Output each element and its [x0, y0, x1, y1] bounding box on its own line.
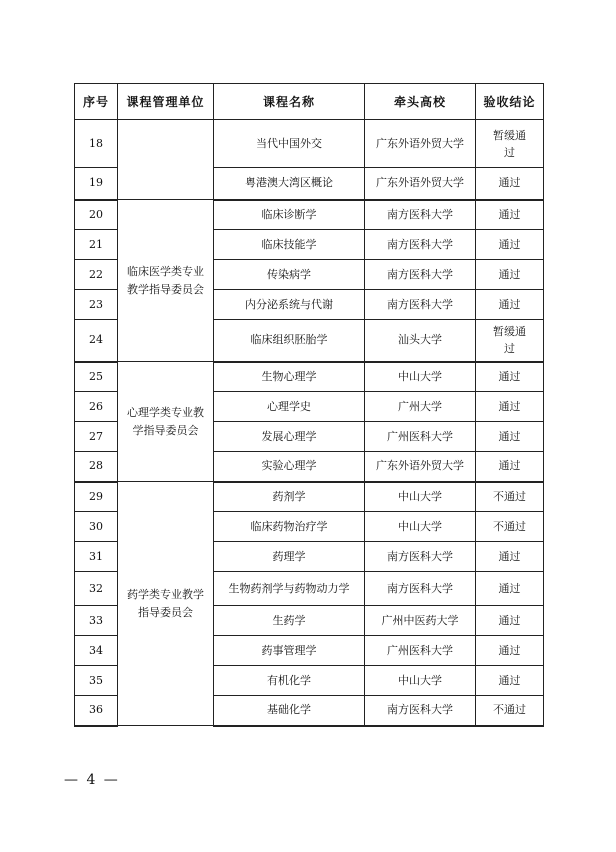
- course-cell: 生药学: [214, 606, 365, 636]
- seq-cell: 23: [75, 290, 118, 320]
- unit-cell: [118, 200, 214, 362]
- result-cell: 通过: [476, 200, 544, 230]
- school-cell: 南方医科大学: [365, 572, 476, 606]
- course-acceptance-table: [74, 83, 544, 727]
- school-cell: 中山大学: [365, 362, 476, 392]
- result-cell: 暂缓通过: [476, 120, 544, 168]
- course-cell: 生物药剂学与药物动力学: [214, 572, 365, 606]
- unit-cell: [118, 362, 214, 482]
- result-cell: 不通过: [476, 512, 544, 542]
- course-cell: 临床药物治疗学: [214, 512, 365, 542]
- table-row: [75, 200, 544, 230]
- school-cell: 南方医科大学: [365, 230, 476, 260]
- seq-cell: 25: [75, 362, 118, 392]
- page-number: — 4 —: [64, 772, 120, 788]
- seq-cell: 33: [75, 606, 118, 636]
- seq-cell: 30: [75, 512, 118, 542]
- seq-cell: 27: [75, 422, 118, 452]
- course-cell: 粤港澳大湾区概论: [214, 168, 365, 200]
- table-header-row: [75, 84, 544, 120]
- course-cell: 临床技能学: [214, 230, 365, 260]
- result-cell: 通过: [476, 392, 544, 422]
- result-cell: 不通过: [476, 696, 544, 726]
- result-cell: 通过: [476, 230, 544, 260]
- seq-cell: 26: [75, 392, 118, 422]
- seq-cell: 18: [75, 120, 118, 168]
- school-cell: 南方医科大学: [365, 290, 476, 320]
- result-cell: 不通过: [476, 482, 544, 512]
- school-cell: 广州大学: [365, 392, 476, 422]
- table-row: [75, 120, 544, 168]
- seq-cell: 20: [75, 200, 118, 230]
- result-cell: 通过: [476, 168, 544, 200]
- result-cell: 通过: [476, 606, 544, 636]
- unit-cell: [118, 482, 214, 726]
- school-cell: 中山大学: [365, 512, 476, 542]
- seq-cell: 34: [75, 636, 118, 666]
- school-cell: 中山大学: [365, 482, 476, 512]
- course-cell: 药剂学: [214, 482, 365, 512]
- school-cell: 广州中医药大学: [365, 606, 476, 636]
- school-cell: 广东外语外贸大学: [365, 452, 476, 482]
- seq-cell: 35: [75, 666, 118, 696]
- result-cell: 通过: [476, 260, 544, 290]
- unit-label: 心理学类专业教学指导委员会: [127, 405, 204, 437]
- result-cell: 通过: [476, 290, 544, 320]
- header-school: 牵头高校: [365, 84, 476, 120]
- course-cell: 内分泌系统与代谢: [214, 290, 365, 320]
- course-cell: 心理学史: [214, 392, 365, 422]
- unit-cell: [118, 120, 214, 200]
- course-cell: 发展心理学: [214, 422, 365, 452]
- result-cell: 通过: [476, 422, 544, 452]
- school-cell: 广东外语外贸大学: [365, 120, 476, 168]
- result-cell: 暂缓通过: [476, 320, 544, 362]
- seq-cell: 21: [75, 230, 118, 260]
- result-cell: 通过: [476, 666, 544, 696]
- unit-label: 药学类专业教学指导委员会: [127, 587, 204, 619]
- table-row: [75, 482, 544, 512]
- unit-label: 临床医学类专业教学指导委员会: [127, 264, 204, 296]
- course-cell: 临床诊断学: [214, 200, 365, 230]
- course-cell: 基础化学: [214, 696, 365, 726]
- seq-cell: 22: [75, 260, 118, 290]
- seq-cell: 28: [75, 452, 118, 482]
- school-cell: 广东外语外贸大学: [365, 168, 476, 200]
- header-result: 验收结论: [476, 84, 544, 120]
- course-cell: 当代中国外交: [214, 120, 365, 168]
- school-cell: 广州医科大学: [365, 422, 476, 452]
- table-row: [75, 362, 544, 392]
- course-cell: 生物心理学: [214, 362, 365, 392]
- school-cell: 南方医科大学: [365, 260, 476, 290]
- result-cell: 通过: [476, 542, 544, 572]
- table-body: [75, 120, 544, 726]
- school-cell: 南方医科大学: [365, 200, 476, 230]
- seq-cell: 19: [75, 168, 118, 200]
- course-cell: 实验心理学: [214, 452, 365, 482]
- course-cell: 药理学: [214, 542, 365, 572]
- school-cell: 汕头大学: [365, 320, 476, 362]
- seq-cell: 31: [75, 542, 118, 572]
- seq-cell: 24: [75, 320, 118, 362]
- seq-cell: 29: [75, 482, 118, 512]
- header-unit: 课程管理单位: [118, 84, 214, 120]
- seq-cell: 36: [75, 696, 118, 726]
- result-cell: 通过: [476, 636, 544, 666]
- result-cell: 通过: [476, 362, 544, 392]
- seq-cell: 32: [75, 572, 118, 606]
- header-course: 课程名称: [214, 84, 365, 120]
- course-cell: 有机化学: [214, 666, 365, 696]
- header-seq: 序号: [75, 84, 118, 120]
- course-cell: 药事管理学: [214, 636, 365, 666]
- course-cell: 传染病学: [214, 260, 365, 290]
- school-cell: 广州医科大学: [365, 636, 476, 666]
- course-cell: 临床组织胚胎学: [214, 320, 365, 362]
- result-cell: 通过: [476, 452, 544, 482]
- school-cell: 中山大学: [365, 666, 476, 696]
- result-cell: 通过: [476, 572, 544, 606]
- school-cell: 南方医科大学: [365, 696, 476, 726]
- school-cell: 南方医科大学: [365, 542, 476, 572]
